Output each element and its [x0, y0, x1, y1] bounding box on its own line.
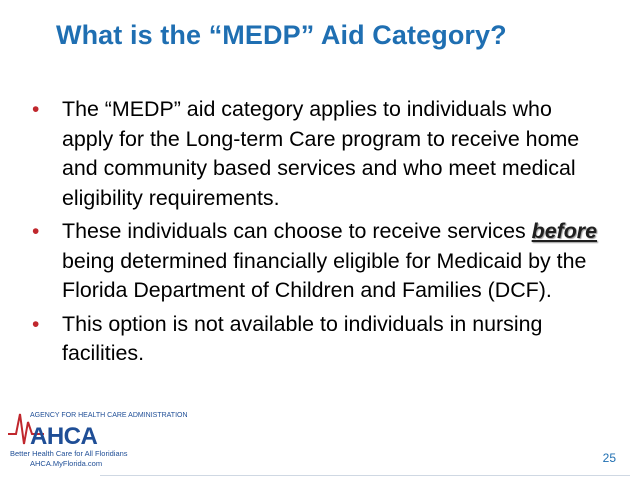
bullet-text-start: These individuals can choose to receive services	[62, 219, 532, 243]
bullet-marker: •	[32, 220, 40, 243]
emphasis-before: before	[531, 219, 598, 243]
logo-url: AHCA.MyFlorida.com	[30, 459, 103, 468]
footer-divider	[100, 475, 630, 476]
bullet-text-end: being determined financially eligible for Medicaid by the Florida Department of Children and Families (DCF).	[62, 248, 587, 302]
bullet-text: This option is not available to individuals in nursing facilities.	[62, 311, 543, 365]
bullet-item	[30, 95, 600, 213]
bullet-marker: •	[32, 98, 40, 121]
logo-slogan: Better Health Care for All Floridians	[10, 449, 128, 458]
bullet-item	[30, 217, 600, 306]
bullet-text: The “MEDP” aid category applies to individuals who apply for the Long-term Care program to receive home and community based services and who meet medical eligibility requirements.	[62, 97, 580, 210]
logo-wordmark: AHCA	[30, 423, 98, 450]
logo-tagline: AGENCY FOR HEALTH CARE ADMINISTRATION	[30, 412, 188, 419]
page-number: 25	[602, 451, 616, 465]
slide-title: What is the “MEDP” Aid Category?	[56, 20, 507, 50]
bullet-list	[30, 95, 600, 373]
bullet-item	[30, 310, 600, 369]
bullet-marker: •	[32, 312, 40, 336]
